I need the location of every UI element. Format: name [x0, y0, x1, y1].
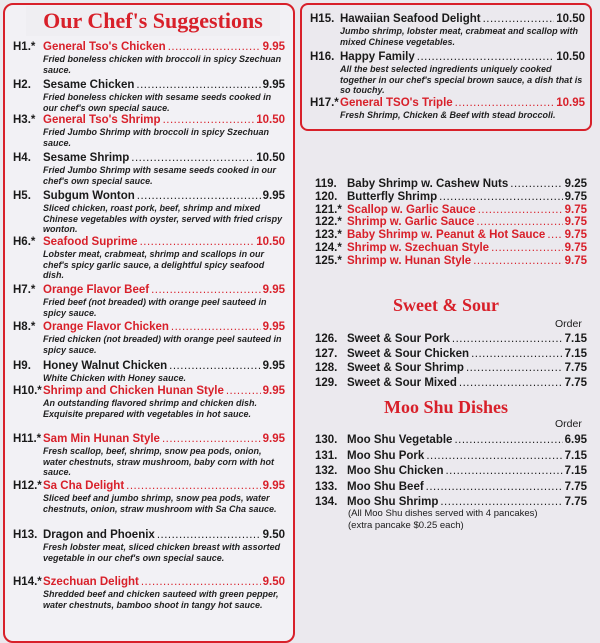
menu-item-number: 129.	[315, 376, 338, 389]
menu-item-name: Moo Shu Shrimp	[347, 496, 439, 508]
menu-item	[310, 50, 585, 96]
menu-item-name: Baby Shrimp w. Cashew Nuts	[347, 178, 509, 190]
menu-item-price: 9.75	[564, 190, 587, 203]
menu-item-number: 128.	[315, 362, 338, 374]
dot-leader	[163, 113, 255, 127]
menu-item-name: Sweet & Sour Pork	[347, 333, 450, 345]
menu-item-name: Shrimp w. Szechuan Style	[347, 242, 490, 254]
menu-item-description: Jumbo shrimp, lobster meat, crabmeat and scallop with mixed Chinese vegetables.	[340, 26, 579, 47]
menu-item-row	[13, 78, 285, 92]
chef-suggestions-title: Our Chef's Suggestions	[26, 6, 280, 36]
menu-item-price: 9.75	[564, 203, 587, 216]
menu-item-price: 7.15	[564, 333, 587, 345]
menu-item	[13, 283, 285, 318]
menu-item-price: 9.95	[262, 433, 285, 445]
menu-item-price: 7.75	[564, 496, 587, 508]
menu-item-name: Sweet & Sour Mixed	[347, 376, 457, 389]
menu-item	[13, 78, 285, 113]
menu-item-description: Fried Jumbo Shrimp with broccoli in spicy Szechuan sauce.	[43, 127, 270, 148]
menu-item-name: Seafood Suprime	[43, 236, 138, 248]
menu-item	[310, 12, 585, 47]
dot-leader	[454, 433, 562, 447]
menu-item-price: 10.50	[256, 152, 285, 164]
menu-item-row	[315, 332, 587, 346]
menu-item-price: 10.50	[556, 13, 585, 25]
menu-item-number: H3.*	[13, 114, 36, 126]
menu-item-number: 123.*	[315, 229, 342, 242]
menu-item-row	[13, 320, 285, 334]
dot-leader	[171, 320, 261, 334]
menu-item-name: Szechuan Delight	[43, 576, 139, 588]
menu-item-name: Moo Shu Pork	[347, 449, 425, 462]
dot-leader	[151, 283, 261, 297]
menu-item	[13, 575, 285, 610]
menu-item-row	[13, 359, 285, 373]
menu-item-row	[315, 480, 587, 494]
menu-item-number: 134.	[315, 496, 338, 508]
menu-item-name: Baby Shrimp w. Peanut & Hot Sauce	[347, 229, 546, 242]
menu-item-name: Sesame Chicken	[43, 79, 135, 91]
menu-item-number: H17.*	[310, 97, 339, 109]
dot-leader	[137, 189, 261, 203]
menu-item-price: 7.75	[564, 376, 587, 389]
menu-item	[13, 432, 285, 478]
sweet-sour-title: Sweet & Sour	[393, 295, 499, 315]
moo-shu-note-pancakes: (All Moo Shu dishes served with 4 pancakes)	[348, 508, 538, 519]
menu-item-number: H14.*	[13, 576, 42, 588]
menu-item-number: H1.*	[13, 41, 36, 53]
menu-item-row	[315, 433, 587, 447]
menu-item-number: H13.	[13, 529, 38, 541]
menu-item-row	[315, 464, 587, 478]
menu-item-number: 133.	[315, 480, 338, 493]
menu-item-row	[315, 376, 587, 390]
menu-item-row	[13, 432, 285, 446]
menu-item-row	[315, 254, 587, 268]
menu-item	[13, 320, 285, 355]
dot-leader	[226, 384, 261, 398]
menu-item-name: Sa Cha Delight	[43, 480, 125, 492]
menu-item-number: 121.*	[315, 203, 342, 216]
menu-item	[13, 40, 285, 75]
menu-item-number: 119.	[315, 178, 337, 190]
menu-item	[13, 235, 285, 281]
menu-item-number: H11.*	[13, 433, 42, 445]
moo-shu-order-label: Order	[555, 418, 582, 430]
menu-item-name: Hawaiian Seafood Delight	[340, 13, 481, 25]
menu-item-number: H15.	[310, 13, 335, 25]
menu-item-description: Sliced chicken, roast pork, beef, shrimp and mixed Chinese vegetables with oyster, served with fried crispy wonton.	[43, 203, 283, 234]
menu-item-price: 9.75	[564, 242, 587, 254]
menu-item-row	[315, 495, 587, 509]
menu-item-price: 10.50	[256, 236, 285, 248]
dot-leader	[426, 480, 563, 494]
menu-item-description: Fresh Shrimp, Chicken & Beef with stead broccoli.	[340, 110, 556, 120]
menu-item-row	[13, 189, 285, 203]
menu-item-number: H4.	[13, 152, 31, 164]
menu-item-price: 9.50	[262, 576, 285, 588]
menu-item-description: Fried boneless chicken with sesame seeds cooked in our chef's own special sauce.	[43, 92, 272, 113]
menu-item-name: Shrimp w. Hunan Style	[347, 254, 472, 267]
menu-item-number: H6.*	[13, 236, 36, 248]
menu-item-description: Fried boneless chicken with broccoli in spicy Szechuan sauce.	[43, 54, 282, 75]
menu-item-name: Honey Walnut Chicken	[43, 360, 168, 372]
menu-item-number: 122.*	[315, 216, 342, 229]
menu-item	[13, 528, 285, 563]
menu-item-name: Scallop w. Garlic Sauce	[347, 203, 476, 216]
menu-item-number: 132.	[315, 465, 338, 477]
menu-item-name: Happy Family	[340, 51, 415, 63]
menu-item	[13, 151, 285, 186]
menu-item-description: Shredded beef and chicken sauteed with green pepper, water chestnuts, bamboo shoot in tangy hot sauce.	[43, 589, 279, 610]
menu-item-description: Fresh scallop, beef, shrimp, snow pea pods, onion, water chestnuts, straw mushroom, baby corn with hot sauce.	[43, 446, 275, 477]
menu-item-description: Fried chicken (not breaded) with orange peel sauteed in spicy sauce.	[43, 334, 282, 355]
menu-item-price: 9.95	[262, 321, 285, 333]
menu-item-number: H8.*	[13, 321, 36, 333]
menu-item-price: 6.95	[564, 434, 587, 446]
dot-leader	[162, 432, 261, 446]
dot-leader	[459, 376, 563, 390]
menu-item-price: 9.75	[564, 229, 587, 242]
menu-item	[13, 113, 285, 148]
menu-item-name: Moo Shu Beef	[347, 480, 424, 493]
menu-item-price: 9.95	[262, 480, 285, 492]
menu-item-price: 9.75	[564, 216, 587, 229]
menu-item-row	[13, 479, 285, 493]
menu-item	[310, 96, 585, 121]
menu-item-price: 9.95	[262, 284, 285, 296]
menu-item-row	[310, 12, 585, 26]
menu-item-number: 127.	[315, 347, 338, 360]
menu-item-number: H12.*	[13, 480, 42, 492]
menu-item-name: Butterfly Shrimp	[347, 190, 438, 203]
dot-leader	[140, 235, 255, 249]
menu-item-name: Subgum Wonton	[43, 190, 135, 202]
menu-item-price: 9.75	[564, 254, 587, 267]
dot-leader	[168, 40, 261, 54]
menu-item-name: General TSO's Triple	[340, 97, 453, 109]
menu-item-description: An outstanding flavored shrimp and chicken dish. Exquisite prepared with vegetables in hot sauce.	[43, 398, 258, 419]
menu-item-price: 9.95	[262, 360, 285, 372]
menu-item-row	[315, 361, 587, 375]
menu-item-number: 126.	[315, 333, 338, 345]
menu-item-name: Shrimp and Chicken Hunan Style	[43, 385, 224, 397]
menu-item-number: 124.*	[315, 242, 342, 254]
menu-item-name: Orange Flavor Chicken	[43, 321, 169, 333]
menu-item-number: H5.	[13, 190, 31, 202]
menu-item-price: 9.95	[262, 41, 285, 53]
menu-item-number: 120.	[315, 190, 338, 203]
menu-item-description: Sliced beef and jumbo shrimp, snow pea pods, water chestnuts, onion, straw mushroom with Sa Cha sauce.	[43, 493, 277, 514]
menu-item-price: 9.95	[262, 79, 285, 91]
menu-item-name: Dragon and Phoenix	[43, 529, 155, 541]
moo-shu-note-extra: (extra pancake $0.25 each)	[348, 520, 464, 531]
menu-item-price: 9.95	[262, 385, 285, 397]
menu-item-name: Sweet & Sour Chicken	[347, 347, 470, 360]
dot-leader	[141, 575, 261, 589]
menu-item-name: Sam Min Hunan Style	[43, 433, 160, 445]
menu-item-row	[315, 449, 587, 463]
sweet-sour-order-label: Order	[555, 318, 582, 330]
menu-item-description: Fried beef (not breaded) with orange peel sauteed in spicy sauce.	[43, 297, 267, 318]
moo-shu-title: Moo Shu Dishes	[383, 397, 509, 417]
dot-leader	[452, 332, 563, 346]
dot-leader	[473, 254, 562, 268]
menu-item-price: 7.15	[564, 347, 587, 360]
menu-item-price: 7.75	[564, 362, 587, 374]
menu-item	[13, 189, 285, 235]
dot-leader	[426, 449, 562, 463]
menu-item-name: General Tso's Shrimp	[43, 114, 161, 126]
dot-leader	[417, 50, 554, 64]
menu-item-description: All the best selected ingredients uniquely cooked together in our chef's special brown sauce, a dish that is so touchy.	[340, 64, 583, 95]
menu-item-row	[13, 40, 285, 54]
menu-item-row	[310, 96, 585, 110]
menu-item-number: H16.	[310, 51, 335, 63]
menu-item-number: 125.*	[315, 254, 342, 267]
menu-item-description: Fried Jumbo Shrimp with sesame seeds cooked in our chef's own special sauce.	[43, 165, 277, 186]
dot-leader	[445, 464, 562, 478]
menu-item-row	[13, 384, 285, 398]
dot-leader	[440, 495, 562, 509]
menu-item-row	[13, 575, 285, 589]
menu-item-number: 130.	[315, 434, 338, 446]
menu-item-description: Fresh lobster meat, sliced chicken breast with assorted vegetable in our chef's own special sauce.	[43, 542, 281, 563]
dot-leader	[157, 528, 261, 542]
menu-item-number: H7.*	[13, 284, 36, 296]
menu-item-price: 9.95	[262, 190, 285, 202]
menu-item-name: General Tso's Chicken	[43, 41, 166, 53]
dot-leader	[471, 347, 563, 361]
menu-item-price: 9.25	[564, 178, 587, 190]
menu-item-name: Sweet & Sour Shrimp	[347, 362, 464, 374]
menu-item-price: 7.75	[564, 480, 587, 493]
menu-item	[13, 359, 285, 384]
menu-item-name: Shrimp w. Garlic Sauce	[347, 216, 475, 229]
menu-item-price: 7.15	[564, 465, 587, 477]
menu-item-row	[13, 528, 285, 542]
dot-leader	[455, 96, 555, 110]
menu-item-number: 131.	[315, 449, 338, 462]
menu-item-name: Sesame Shrimp	[43, 152, 130, 164]
menu-item-description: Lobster meat, crabmeat, shrimp and scallops in our chef's spicy garlic sauce, a delightful spicy seafood dish.	[43, 249, 265, 280]
menu-item-row	[13, 283, 285, 297]
menu-item-number: H10.*	[13, 385, 42, 397]
menu-item-price: 10.95	[556, 97, 585, 109]
dot-leader	[483, 12, 555, 26]
menu-item-number: H2.	[13, 79, 31, 91]
menu-item-name: Orange Flavor Beef	[43, 284, 150, 296]
menu-item-price: 9.50	[262, 529, 285, 541]
menu-item-name: Moo Shu Vegetable	[347, 434, 453, 446]
menu-item-price: 7.15	[564, 449, 587, 462]
menu-item	[13, 479, 285, 514]
menu-item-price: 10.50	[556, 51, 585, 63]
dot-leader	[169, 359, 260, 373]
menu-item-description: White Chicken with Honey sauce.	[43, 373, 187, 383]
dot-leader	[466, 361, 563, 375]
menu-item-row	[310, 50, 585, 64]
menu-item-row	[13, 113, 285, 127]
dot-leader	[126, 479, 260, 493]
menu-item-row	[315, 347, 587, 361]
menu-item-number: H9.	[13, 360, 31, 372]
menu-item	[13, 384, 285, 419]
menu-item-name: Moo Shu Chicken	[347, 465, 444, 477]
dot-leader	[136, 78, 260, 92]
menu-item-price: 10.50	[256, 114, 285, 126]
menu-item-row	[13, 151, 285, 165]
menu-item-row	[13, 235, 285, 249]
dot-leader	[131, 151, 254, 165]
